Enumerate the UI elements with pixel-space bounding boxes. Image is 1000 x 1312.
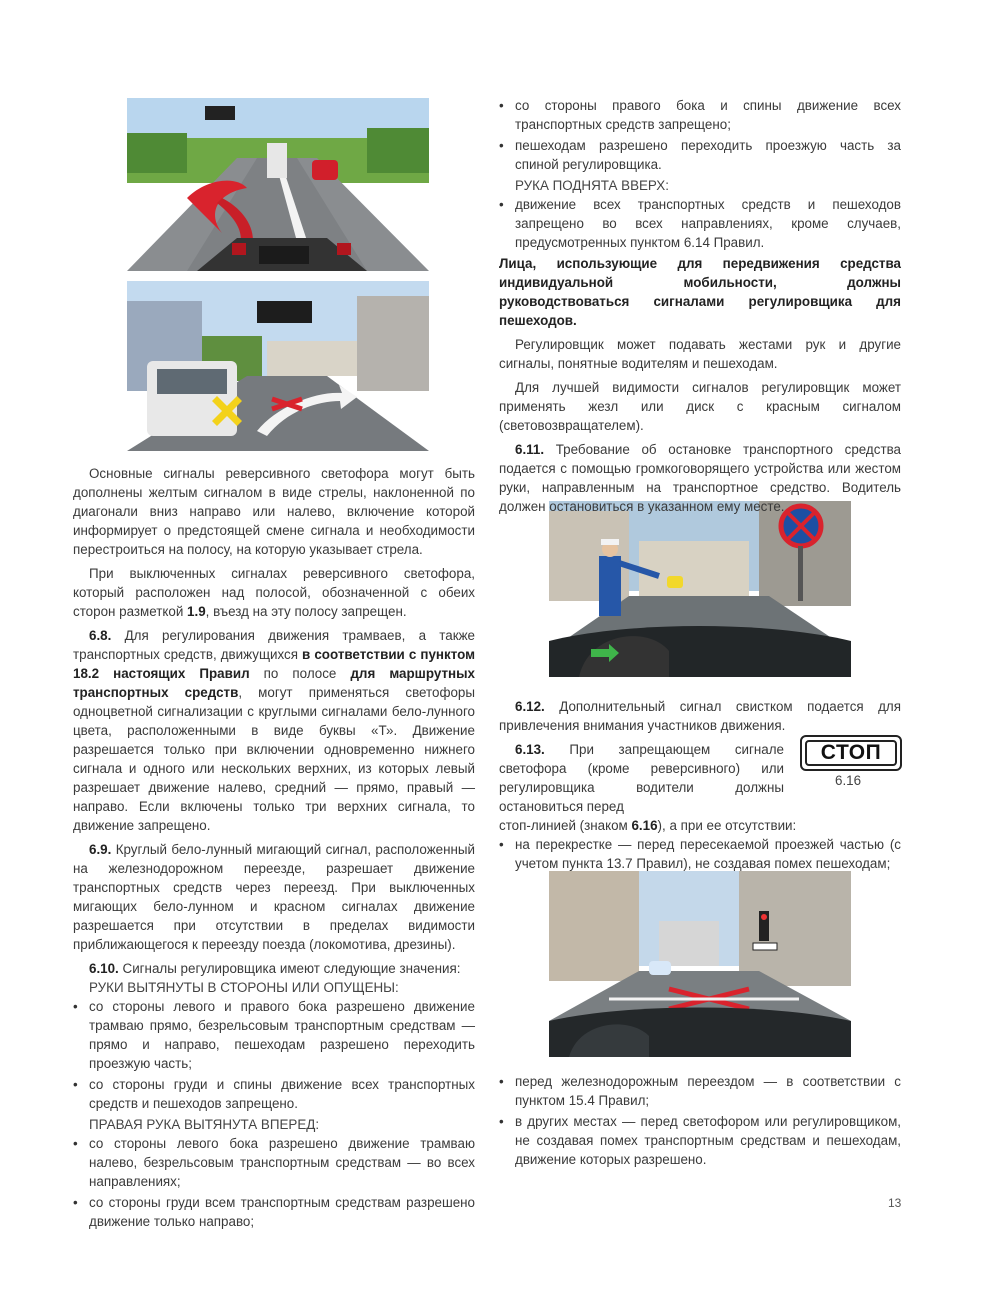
paragraph-6-13-cont: стоп-линией (знаком 6.16), а при ее отсутствии:: [499, 818, 797, 833]
paragraph-gestures: Регулировщик может подавать жестами рук и другие сигналы, понятные водителям и пешеходам.: [499, 337, 901, 371]
right-column-bottom: [499, 1072, 901, 1171]
paragraph-6-9: 6.9. Круглый бело-лунный мигающий сигнал, расположенный на железнодорожном переезде, разрешает движение транспортных средств через переезд. При выключенных мигающих бело-лунном и красном сигналах движение разрешается при отсутствии в пределах видимости приближающегося к переезду поезда (локомотива, дрезины).: [73, 842, 475, 952]
paragraph-reverse-yellow-arrow: Основные сигналы реверсивного светофора могут быть дополнены желтым сигналом в виде стрелы, наклоненной по диагонали вниз направо или налево, включение которой информирует о предстоящей смене сигнала и необходимости перестроиться на полосу, на которую указывает стрела.: [73, 466, 475, 557]
paragraph-6-13: 6.13. При запрещающем сигнале светофора (кроме реверсивного) или регулировщика водители должны остановиться перед: [499, 742, 784, 814]
caption-arms-extended: РУКИ ВЫТЯНУТЫ В СТОРОНЫ ИЛИ ОПУЩЕНЫ:: [89, 980, 399, 995]
list-right-side-back: [499, 96, 901, 174]
list-item: • со стороны левого бока разрешено движение трамваю налево, безрельсовым транспортным средствам — во всех направлениях;: [73, 1134, 475, 1191]
figure-traffic-officer: [549, 501, 851, 677]
list-other-stops: [499, 1072, 901, 1169]
paragraph-mobility-devices: Лица, использующие для передвижения средства индивидуальной мобильности, должны руководствоваться сигналами регулировщика для пешеходов.: [499, 256, 901, 328]
list-arm-raised: [499, 195, 901, 252]
stop-sign-number: 6.16: [835, 773, 862, 788]
figure-reverse-lane-yellow-arrow: [127, 281, 429, 451]
paragraph-6-10: 6.10. Сигналы регулировщика имеют следующие значения:: [89, 961, 461, 976]
paragraph-6-12: 6.12. Дополнительный сигнал свистком подается для привлечения внимания участников движения.: [499, 699, 901, 733]
paragraph-6-8: 6.8. Для регулирования движения трамваев, а также транспортных средств, движущихся в соответствии с пунктом 18.2 настоящих Правил по полосе для маршрутных транспортных средств, могут применяться светофоры одноцветной сигнализации с круглыми сигналами бело-лунного цвета, расположенными в виде буквы «Т». Движение разрешается только при включении одновременно нижнего сигнала и одного или нескольких верхних, из которых левый разрешает движение налево, средний — прямо, правый — направо. Если включены только три верхних сигнала, то движение запрещено.: [73, 628, 475, 833]
list-item: • со стороны правого бока и спины движение всех транспортных средств запрещено;: [499, 96, 901, 134]
stop-sign-text: СТОП: [805, 740, 897, 766]
list-item: • в других местах — перед светофором или регулировщиком, не создавая помех транспортным средствам и пешеходам, движение которых разрешено.: [499, 1112, 901, 1169]
right-column-top: [499, 96, 901, 521]
list-item: • перед железнодорожным переездом — в соответствии с пунктом 15.4 Правил;: [499, 1072, 901, 1110]
list-right-arm-forward: [73, 1134, 475, 1231]
stop-sign-6-16: [800, 735, 902, 771]
list-item: • пешеходам разрешено переходить проезжую часть за спиной регулировщика.: [499, 136, 901, 174]
left-column: [73, 464, 475, 1233]
list-item: • на перекрестке — перед пересекаемой проезжей частью (с учетом пункта 13.7 Правил), не создавая помех пешеходам;: [499, 835, 901, 873]
list-arms-extended: [73, 997, 475, 1113]
list-item: • движение всех транспортных средств и пешеходов запрещено во всех направлениях, кроме случаев, предусмотренных пунктом 6.14 Правил.: [499, 195, 901, 252]
list-item: • со стороны левого и правого бока разрешено движение трамваю прямо, безрельсовым транспортным средствам — прямо и направо, пешеходам разрешено переходить проезжую часть;: [73, 997, 475, 1073]
paragraph-baton: Для лучшей видимости сигналов регулировщик может применять жезл или диск с красным сигналом (световозвращателем).: [499, 380, 901, 433]
figure-reverse-lane-motorcycle: [127, 98, 429, 271]
list-item: • со стороны груди всем транспортным средствам разрешено движение только направо;: [73, 1193, 475, 1231]
paragraph-6-11: 6.11. Требование об остановке транспортного средства подается с помощью громкоговорящего устройства или жестом руки, направленным на транспортное средство. Водитель должен остановиться в указанном ему месте.: [499, 442, 901, 514]
caption-right-arm-forward: ПРАВАЯ РУКА ВЫТЯНУТА ВПЕРЕД:: [89, 1117, 320, 1132]
paragraph-reverse-off: При выключенных сигналах реверсивного светофора, который расположен над полосой, обозначенной с обеих сторон разметкой 1.9, въезд на эту полосу запрещен.: [73, 566, 475, 619]
list-stop-at-intersection: [499, 835, 901, 873]
page-number: 13: [888, 1196, 902, 1210]
caption-arm-raised: РУКА ПОДНЯТА ВВЕРХ:: [515, 178, 669, 193]
list-item: • со стороны груди и спины движение всех транспортных средств и пешеходов запрещено.: [73, 1075, 475, 1113]
figure-stop-line-intersection: [549, 871, 851, 1057]
